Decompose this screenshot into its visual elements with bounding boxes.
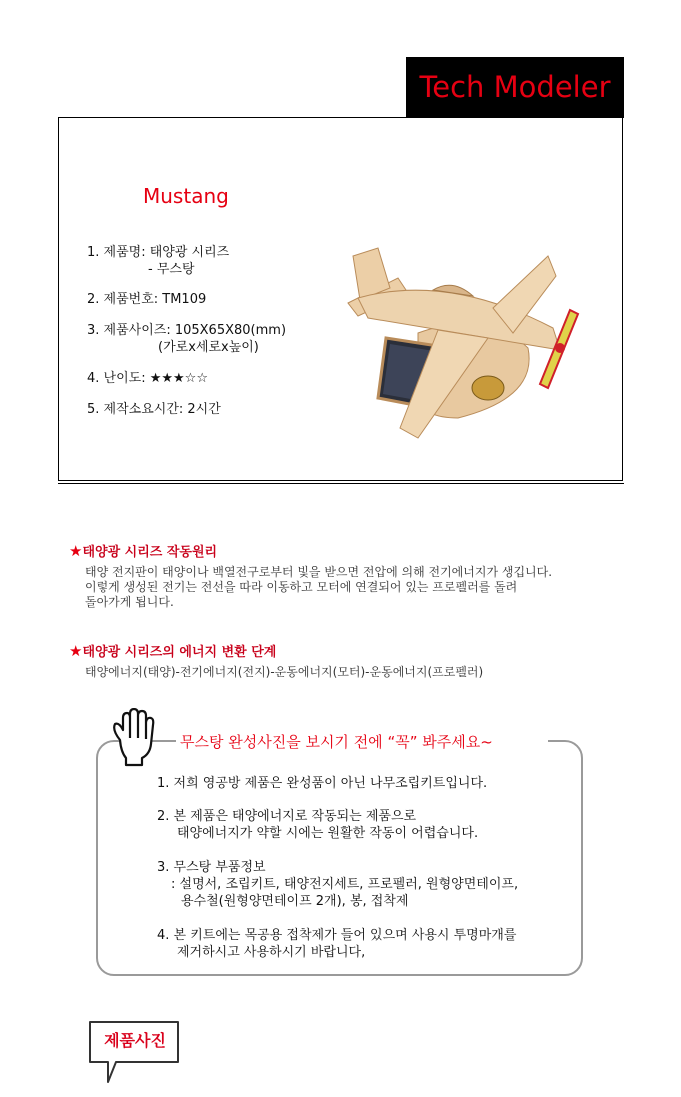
notice-item-3: 3. 무스탕 부품정보 — [157, 860, 266, 875]
brand-logo: Tech Modeler — [406, 57, 624, 118]
spec-product-size: 3. 제품사이즈: 105X65X80(mm) — [87, 323, 287, 338]
notice-item-3-cont: : 설명서, 조립키트, 태양전지세트, 프로펠러, 원형양면테이프, — [171, 877, 519, 892]
spec-product-number: 2. 제품번호: TM109 — [87, 292, 207, 307]
spec-product-name: 1. 제품명: 태양광 시리즈 — [87, 245, 230, 260]
principle-text-line-3: 돌아가게 됩니다. — [85, 595, 174, 609]
spec-product-size-sub: (가로x세로x높이) — [158, 340, 259, 355]
notice-item-2: 2. 본 제품은 태양에너지로 작동되는 제품으로 — [157, 809, 417, 824]
notice-item-3-cont-2: 용수철(원형양면테이프 2개), 봉, 접착제 — [181, 894, 409, 909]
notice-item-4: 4. 본 키트에는 목공용 접착제가 들어 있으며 사용시 투명마개를 — [157, 928, 517, 943]
notice-item-1: 1. 저희 영공방 제품은 완성품이 아닌 나무조립키트입니다. — [157, 776, 488, 791]
hand-icon — [110, 708, 158, 768]
mustang-plane-image — [338, 238, 590, 450]
principle-text-line-2: 이렇게 생성된 전기는 전선을 따라 이동하고 모터에 연결되어 있는 프로펠러를 돌려 — [85, 580, 518, 594]
spec-product-name-sub: - 무스탕 — [148, 262, 195, 277]
notice-item-4-cont: 제거하시고 사용하시기 바랍니다, — [177, 945, 366, 960]
product-title: Mustang — [143, 184, 229, 208]
star-icon: ★ — [69, 542, 83, 560]
divider — [58, 483, 624, 484]
notice-title: 무스탕 완성사진을 보시기 전에 “꼭” 봐주세요~ — [180, 733, 493, 751]
energy-heading — [69, 641, 276, 660]
product-photo-label: 제품사진 — [104, 1031, 166, 1050]
motor — [472, 376, 504, 400]
principle-heading — [69, 541, 217, 560]
star-icon: ★ — [69, 642, 83, 660]
principle-heading-text: 태양광 시리즈 작동원리 — [82, 545, 218, 560]
spec-build-time: 5. 제작소요시간: 2시간 — [87, 402, 221, 417]
spec-difficulty: 4. 난이도: ★★★☆☆ — [87, 371, 208, 386]
energy-heading-text: 태양광 시리즈의 에너지 변환 단계 — [82, 645, 277, 660]
energy-steps-text: 태양에너지(태양)-전기에너지(전지)-운동에너지(모터)-운동에너지(프로펠러) — [85, 665, 484, 679]
principle-text-line-1: 태양 전지판이 태양이나 백열전구로부터 빛을 받으면 전압에 의해 전기에너지가 생깁니다. — [85, 565, 553, 579]
propeller-hub — [555, 343, 565, 353]
notice-item-2-cont: 태양에너지가 약할 시에는 원활한 작동이 어렵습니다. — [177, 826, 479, 841]
